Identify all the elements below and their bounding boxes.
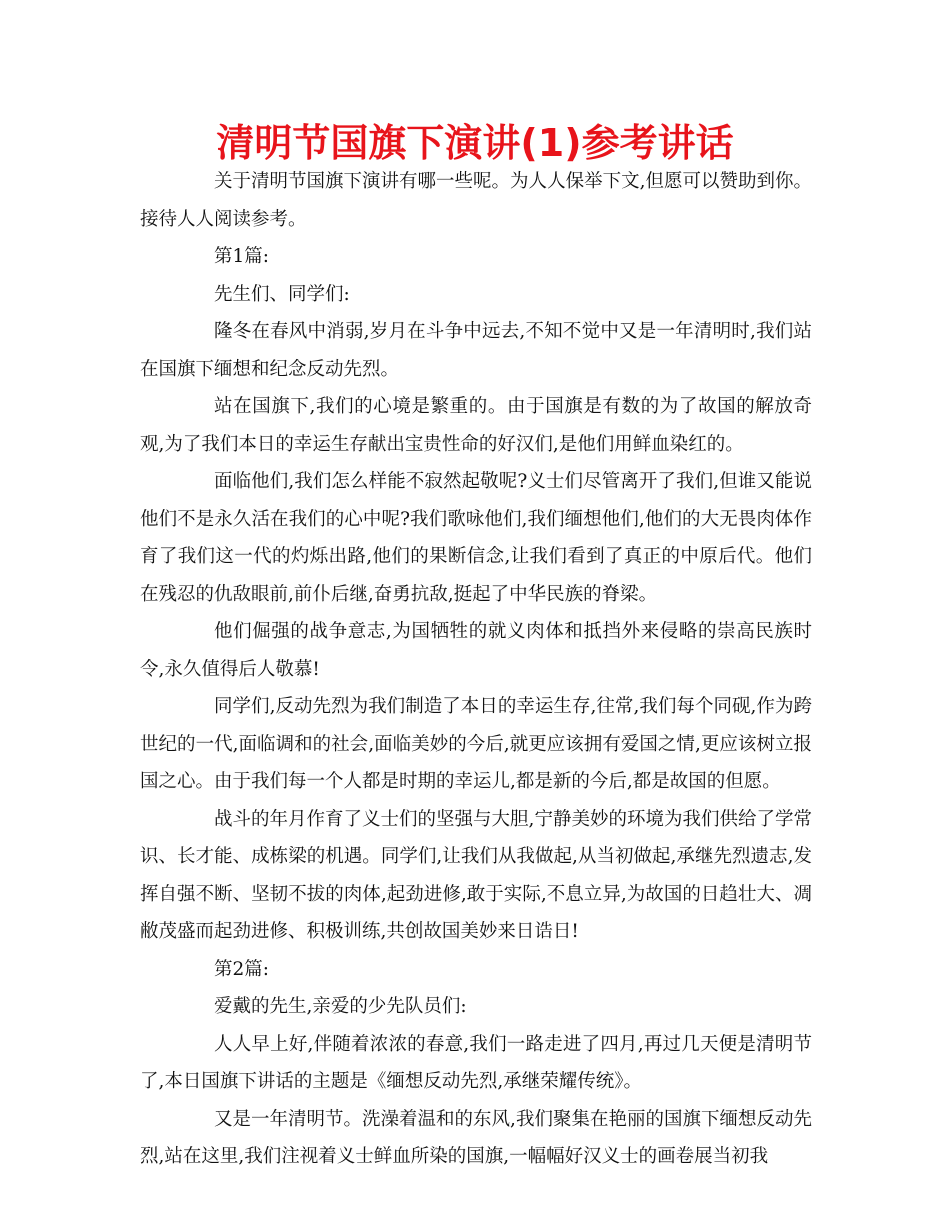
paragraph: 隆冬在春风中消弱,岁月在斗争中远去,不知不觉中又是一年清明时,我们站在国旗下缅想和纪念反动先烈。	[140, 321, 812, 380]
paragraph-intro: 关于清明节国旗下演讲有哪一些呢。为人人保举下文,但愿可以赞助到你。接待人人阅读参考。	[140, 171, 812, 230]
paragraph: 站在国旗下,我们的心境是繁重的。由于国旗是有数的为了故国的解放奇观,为了我们本日的幸运生存献出宝贵性命的好汉们,是他们用鲜血染红的。	[140, 396, 812, 455]
paragraph: 人人早上好,伴随着浓浓的春意,我们一路走进了四月,再过几天便是清明节了,本日国旗下讲话的主题是《缅想反动先烈,承继荣耀传统》。	[140, 1033, 812, 1092]
salutation-1: 先生们、同学们:	[214, 283, 350, 305]
salutation-2: 爱戴的先生,亲爱的少先队员们:	[214, 996, 467, 1017]
document-body	[140, 163, 812, 1176]
section-heading-2: 第2篇:	[214, 958, 270, 980]
document-title: 清明节国旗下演讲(1)参考讲话	[216, 121, 734, 165]
paragraph: 战斗的年月作育了义士们的坚强与大胆,宁静美妙的环境为我们供给了学常识、长才能、成栋梁的机遇。同学们,让我们从我做起,从当初做起,承继先烈遗志,发挥自强不断、坚韧不拔的肉体,起劲进修,敢于实际,不息立异,为故国的日趋壮大、凋敝茂盛而起劲进修、积极训练,共创故国美妙来日诰日!	[140, 808, 812, 942]
paragraph: 同学们,反动先烈为我们制造了本日的幸运生存,往常,我们每个同砚,作为跨世纪的一代,面临调和的社会,面临美妙的今后,就更应该拥有爱国之情,更应该树立报国之心。由于我们每一个人都是时期的幸运儿,都是新的今后,都是故国的但愿。	[140, 696, 812, 792]
paragraph: 面临他们,我们怎么样能不寂然起敬呢?义士们尽管离开了我们,但谁又能说他们不是永久活在我们的心中呢?我们歌咏他们,我们缅想他们,他们的大无畏肉体作育了我们这一代的灼烁出路,他们的果断信念,让我们看到了真正的中原后代。他们在残忍的仇敌眼前,前仆后继,奋勇抗敌,挺起了中华民族的脊梁。	[140, 471, 812, 605]
section-heading-1: 第1篇:	[214, 246, 270, 267]
paragraph: 又是一年清明节。洗澡着温和的东风,我们聚集在艳丽的国旗下缅想反动先烈,站在这里,我们注视着义士鲜血所染的国旗,一幅幅好汉义士的画卷展当初我	[140, 1108, 812, 1167]
paragraph: 他们倔强的战争意志,为国牺牲的就义肉体和抵挡外来侵略的崇高民族时令,永久值得后人敬慕!	[140, 621, 812, 680]
